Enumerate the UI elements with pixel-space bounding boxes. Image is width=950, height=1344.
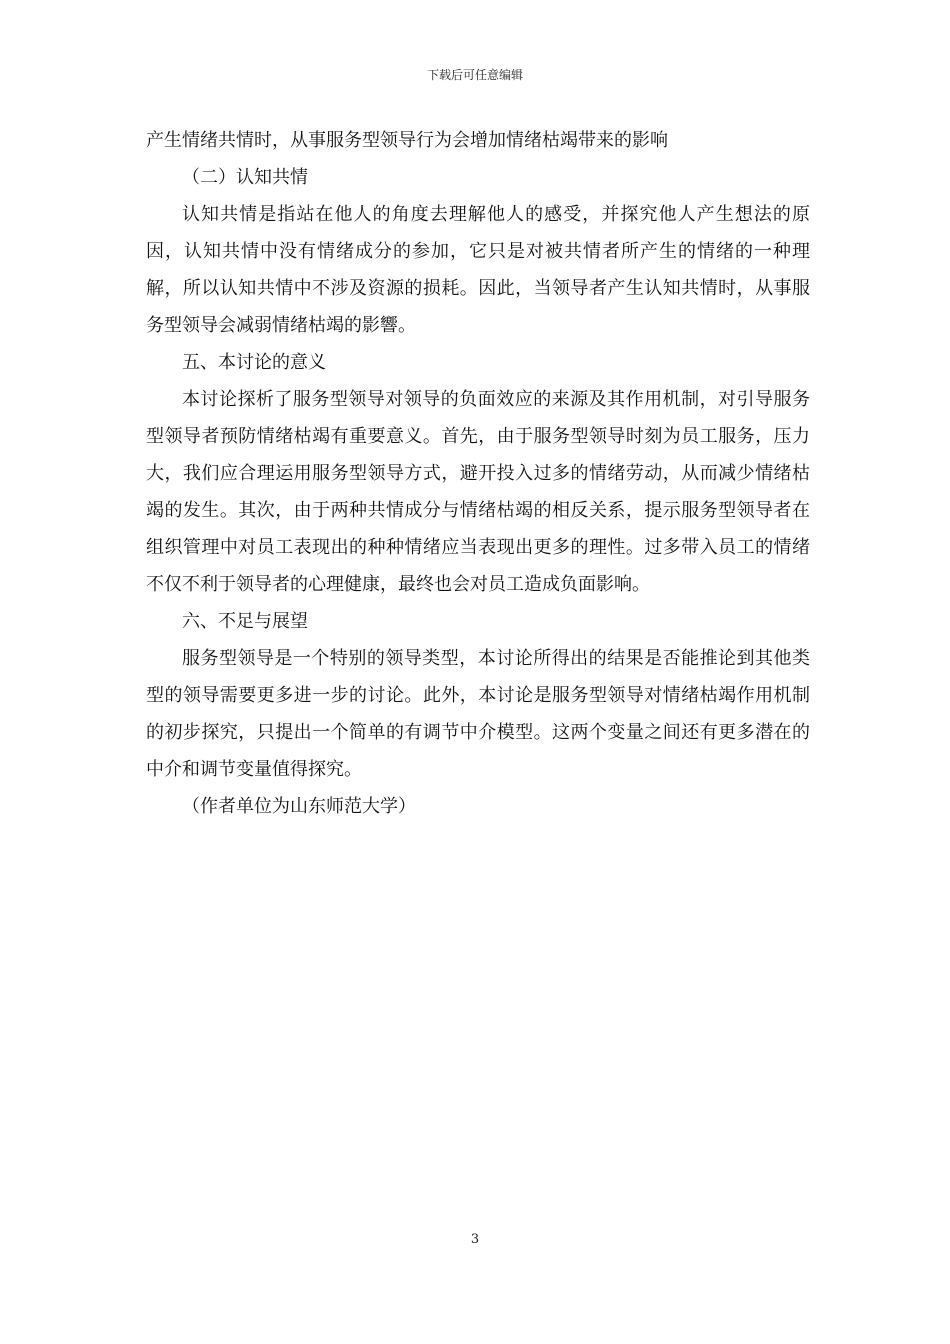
- paragraph-cognitive-empathy: 认知共情是指站在他人的角度去理解他人的感受，并探究他人产生想法的原因，认知共情中没有情绪成分的参加，它只是对被共情者所产生的情绪的一种理解，所以认知共情中不涉及资源的损耗。因此，当领导者产生认知共情时，从事服务型领导会减弱情绪枯竭的影響。: [146, 204, 810, 336]
- page-number: 3: [470, 1232, 480, 1247]
- document-body: [146, 122, 810, 825]
- paragraph-significance: 本讨论探析了服务型领导对领导的负面效应的来源及其作用机制，对引导服务型领导者预防情绪枯竭有重要意义。首先，由于服务型领导时刻为员工服务，压力大，我们应合理运用服务型领导方式，避开投入过多的情绪劳动，从而减少情绪枯竭的发生。其次，由于两种共情成分与情绪枯竭的相反关系，提示服务型领导者在组织管理中对员工表现出的种种情绪应当表现出更多的理性。过多带入员工的情绪不仅不利于领导者的心理健康，最终也会对员工造成负面影响。: [146, 389, 810, 595]
- section-heading-significance: 五、本讨论的意义: [182, 352, 326, 373]
- paragraph-limitations: 服务型领导是一个特别的领导类型，本讨论所得出的结果是否能推论到其他类型的领导需要更多进一步的讨论。此外，本讨论是服务型领导对情绪枯竭作用机制的初步探究，只提出一个简单的有调节中介模型。这两个变量之间还有更多潜在的中介和调节变量值得探究。: [146, 648, 810, 780]
- section-heading-limitations: 六、不足与展望: [182, 611, 308, 632]
- page-header: 下载后可任意编辑: [426, 68, 523, 82]
- paragraph-continuation: 产生情绪共情时，从事服务型领导行为会增加情绪枯竭带来的影响: [146, 130, 668, 151]
- author-affiliation: （作者单位为山东师范大学）: [182, 796, 416, 817]
- section-heading-cognitive-empathy: （二）认知共情: [182, 167, 308, 188]
